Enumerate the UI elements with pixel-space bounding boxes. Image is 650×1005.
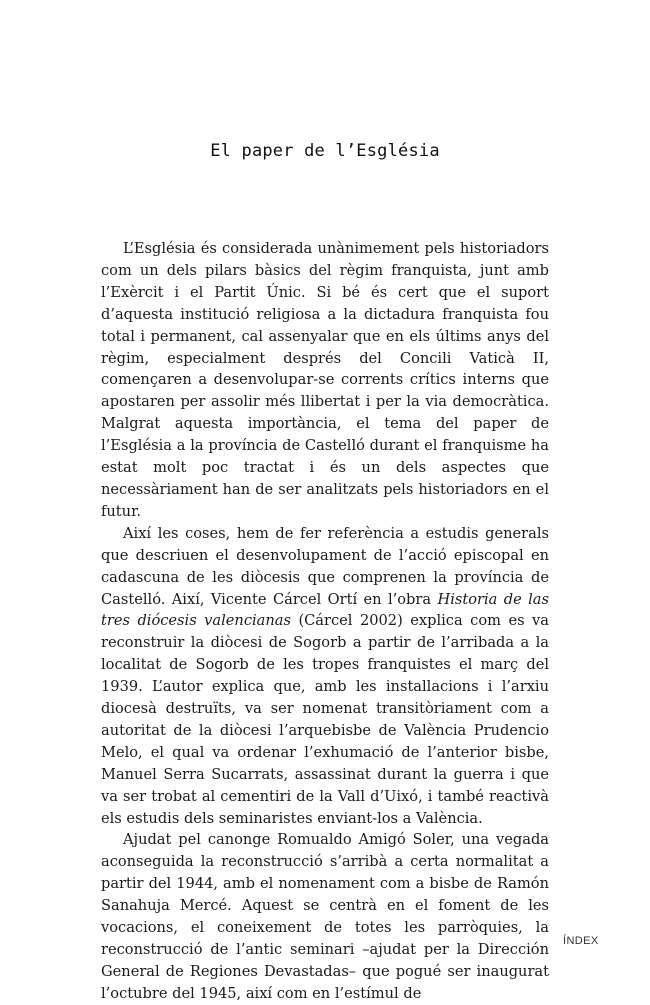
paragraph-1: L’Església és considerada unànimement pels historiadors com un dels pilars bàsics del règim franquista, junt amb l’Exèrcit i el Partit Únic. Si bé és cert que el suport d’aquesta institució religiosa a la dictadura franquista fou total i permanent, cal assenyalar que en els últims anys del règim, especialment després del Concili Vaticà II, començaren a desenvolupar-se corrents crítics interns que apostaren per assolir més llibertat i per la via democràtica. Malgrat aquesta importància, el tema del paper de l’Església a la província de Castelló durant el franquisme ha estat molt poc tractat i és un dels aspectes que necessàriament han de ser analitzats pels historiadors en el futur. [101,240,549,520]
paragraph-3: Ajudat pel canonge Romualdo Amigó Soler, una vegada aconseguida la reconstrucció s’arribà a certa normalitat a partir del 1944, amb el nomenament com a bisbe de Ramón Sanahuja Mercé. Aquest se centrà en el foment de les vocacions, el coneixement de totes les parròquies, la reconstrucció de l’antic seminari –ajudat per la Dirección General de Regiones Devastadas– que pogué ser inaugurat l’octubre del 1945, així com en l’estímul de [101,831,549,1002]
index-link[interactable]: ÍNDEX [563,935,599,947]
book-title-citation: Historia de las tres diócesis valencianas [101,590,549,630]
paragraph-2-end: (Cárcel 2002) explica com es va reconstruir la diòcesi de Sogorb a partir de l’arribada a la localitat de Sogorb de les tropes franquistes el març del 1939. L’autor explica que, amb les installacions i l’arxiu diocesà destruïts, va ser nomenat transitòriament com a autoritat de la diòcesi l’arquebisbe de València Prudencio Melo, el qual va ordenar l’exhumació de l’anterior bisbe, Manuel Serra Sucarrats, assassinat durant la guerra i que va ser trobat al cementiri de la Vall d’Uixó, i també reactivà els estudis dels seminaristes enviant-los a València. [101,612,549,827]
body-text [101,238,549,1005]
chapter-title: El paper de l’Església [210,141,440,161]
paragraph-2 [101,523,549,830]
paragraph-2-start: Així les coses, hem de fer referència a estudis generals que descriuen el desenvolupament de l’acció episcopal en cadascuna de les diòcesis que comprenen la província de Castelló. Així, Vicente Cárcel Ortí en l’obra [101,524,549,608]
